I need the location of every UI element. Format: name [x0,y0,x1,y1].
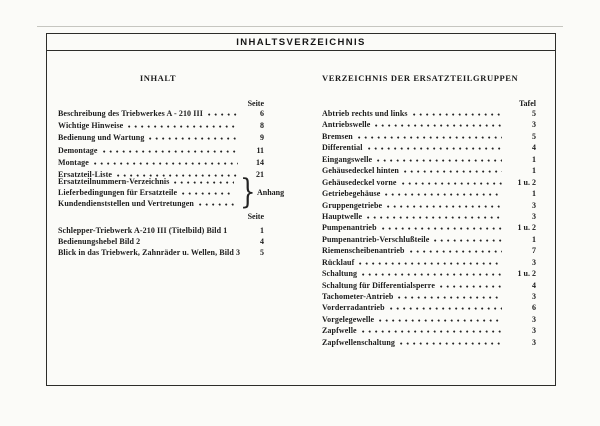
toc-row [58,121,264,133]
toc-entry-page: 9 [260,133,264,143]
parts-group-row [322,303,536,314]
dot-leader [149,137,238,140]
page-top-rule [37,26,563,27]
toc-row [58,158,264,170]
appendix-row [58,199,264,210]
parts-group-label: Bremsen [322,131,353,141]
dot-leader [208,113,238,116]
parts-group-row [322,235,536,246]
parts-group-row [322,166,536,177]
parts-group-label: Pumpenantrieb [322,223,377,233]
parts-group-row [322,109,536,120]
toc-entry-label: Beschreibung des Triebwerkes A - 210 III [58,109,203,118]
parts-group-label: Getriebegehäuse [322,189,381,199]
toc-entry-page: 14 [256,157,264,167]
left-column-heading: INHALT [139,73,177,83]
page-title: INHALTSVERZEICHNIS [236,36,366,48]
appendix-brace: } [240,172,256,212]
figure-entry-label: Bedienungshebel Bild 2 [58,237,141,246]
toc-entry-page: 8 [260,121,264,131]
dot-leader [413,113,502,116]
dot-leader [199,203,234,206]
right-column-heading: VERZEICHNIS DER ERSATZTEILGRUPPEN [322,73,519,83]
appendix-row [58,177,264,188]
parts-group-tafel: 3 [532,257,536,267]
parts-group-row [322,223,536,234]
parts-group-row [322,189,536,200]
appendix-entry-label: Lieferbedingungen für Ersatzteile [58,188,178,198]
toc-row [58,133,264,145]
dot-leader [398,296,502,299]
figure-entry-page: 4 [260,237,264,246]
parts-group-row [322,132,536,143]
dot-leader [359,262,502,265]
parts-group-tafel: 1 u. 2 [517,177,536,187]
parts-group-tafel: 3 [532,120,536,130]
figure-list [58,226,264,259]
parts-group-tafel: 7 [532,246,536,256]
parts-group-tafel: 3 [532,292,536,301]
dot-leader [390,307,502,310]
dot-leader [358,136,502,139]
toc-entry-label: Wichtige Hinweise [58,121,124,131]
parts-group-tafel: 4 [532,280,536,290]
parts-group-tafel: 3 [532,326,536,336]
parts-group-label: Vorgelegewelle [322,314,375,324]
parts-group-label: Eingangswelle [322,154,373,164]
dot-leader [434,239,502,242]
parts-group-row [322,258,536,269]
parts-group-row [322,338,536,349]
dot-leader [368,147,502,150]
parts-group-row [322,155,536,166]
figure-entry-label: Schlepper-Triebwerk A-210 III (Titelbild) Bild 1 [58,226,228,235]
parts-group-tafel: 1 u. 2 [517,269,536,279]
parts-group-list [322,109,536,349]
parts-group-label: Schaltung für Differentialsperre [322,280,435,290]
dot-leader [362,330,502,333]
parts-group-tafel: 3 [532,314,536,324]
toc-row [58,146,264,158]
dot-leader [404,170,502,173]
parts-group-tafel: 1 u. 2 [517,223,536,233]
figure-entry-page: 1 [260,226,264,235]
dot-leader [382,227,502,230]
appendix-brace-label: Anhang [257,188,285,197]
appendix-entry-label: Kundendienststellen und Vertretungen [58,199,194,209]
parts-group-tafel: 4 [532,143,536,153]
dot-leader [94,162,238,165]
toc-entry-label: Bedienung und Wartung [58,133,145,143]
appendix-entry-label: Ersatzteilnummern-Verzeichnis [58,177,170,186]
parts-group-label: Rücklauf [322,257,355,267]
toc-entry-page: 6 [260,109,264,118]
parts-group-tafel: 6 [532,303,536,313]
dot-leader [375,124,502,127]
parts-group-label: Riemenscheibenantrieb [322,246,405,256]
dot-leader [440,285,502,288]
dot-leader [387,205,502,208]
parts-group-tafel: 1 [532,154,536,164]
dot-leader [182,192,234,195]
parts-group-label: Antriebswelle [322,120,371,130]
parts-group-tafel: 3 [532,337,536,347]
dot-leader [362,273,502,276]
dot-leader [400,342,502,345]
parts-group-tafel: 1 [532,166,536,176]
toc-entry-label: Demontage [58,145,98,155]
dot-leader [385,193,502,196]
toc-entry-page: 11 [256,145,264,155]
toc-entry-label: Ersatzteil-Liste [58,169,113,179]
parts-group-label: Zapfwellenschaltung [322,337,396,347]
dot-leader [402,182,502,185]
toc-entry-label: Montage [58,157,89,167]
parts-group-row [322,326,536,337]
parts-group-label: Vorderradantrieb [322,303,385,313]
parts-group-tafel: 5 [532,131,536,141]
parts-group-row [322,212,536,223]
dot-leader [410,250,502,253]
figure-row [58,237,264,248]
left-seite-header: Seite [247,99,264,108]
parts-group-label: Abtrieb rechts und links [322,109,408,118]
parts-group-row [322,281,536,292]
appendix-row [58,188,264,199]
right-tafel-header: Tafel [518,99,536,108]
dot-leader [103,150,238,153]
parts-group-label: Pumpenantrieb-Verschlußteile [322,234,430,244]
parts-group-row [322,178,536,189]
parts-group-label: Zapfwelle [322,326,357,336]
dot-leader [367,216,502,219]
toc-entry-page: 21 [256,169,264,179]
parts-group-row [322,201,536,212]
figure-row [58,226,264,237]
parts-group-label: Gehäusedeckel vorne [322,177,397,187]
toc-row [58,109,264,121]
parts-group-tafel: 3 [532,211,536,221]
dot-leader [128,125,238,128]
figure-entry-page: 5 [260,248,264,257]
parts-group-row [322,143,536,154]
parts-group-tafel: 1 [532,189,536,199]
parts-group-row [322,292,536,303]
parts-group-label: Schaltung [322,269,358,279]
parts-group-label: Gehäusedeckel hinten [322,166,399,176]
title-band [47,34,555,51]
dot-leader [377,159,502,162]
parts-group-label: Hauptwelle [322,211,363,221]
left-seite-header-2: Seite [247,212,264,221]
parts-group-row [322,246,536,257]
parts-group-tafel: 1 [532,234,536,244]
parts-group-row [322,269,536,280]
parts-group-tafel: 3 [532,200,536,210]
dot-leader [174,181,234,184]
parts-group-row [322,120,536,131]
figure-entry-label: Blick in das Triebwerk, Zahnräder u. Wellen, Bild 3 [58,248,241,257]
parts-group-row [322,315,536,326]
parts-group-label: Tachometer-Antrieb [322,292,394,301]
left-toc-list [58,109,264,182]
parts-group-label: Differential [322,143,363,153]
figure-row [58,248,264,259]
parts-group-label: Gruppengetriebe [322,200,383,210]
dot-leader [379,319,502,322]
parts-group-tafel: 5 [532,109,536,118]
